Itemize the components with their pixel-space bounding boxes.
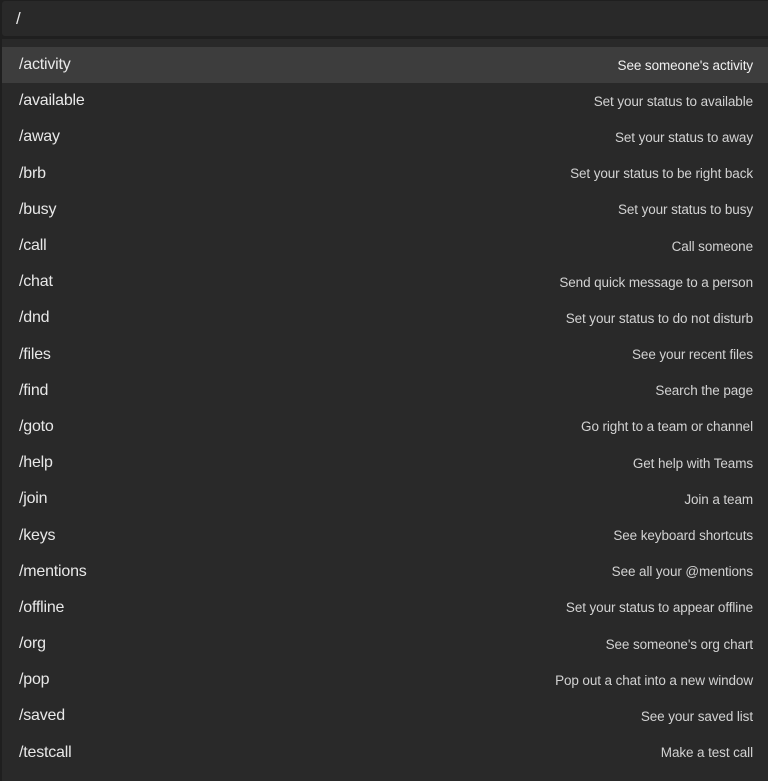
command-description: Set your status to away xyxy=(614,129,753,145)
command-item-available[interactable] xyxy=(2,83,768,119)
command-description: Pop out a chat into a new window xyxy=(555,672,753,688)
command-item-saved[interactable] xyxy=(2,698,768,734)
command-description: Set your status to busy xyxy=(617,202,753,218)
command-name: /join xyxy=(19,490,48,508)
command-name: /testcall xyxy=(19,743,72,761)
command-description: Search the page xyxy=(655,383,753,399)
command-name: /help xyxy=(19,454,53,472)
command-description: Call someone xyxy=(671,238,753,254)
command-item-testcall[interactable] xyxy=(2,735,768,771)
command-name: /chat xyxy=(19,273,53,291)
command-description: Set your status to be right back xyxy=(570,166,753,182)
command-name: /mentions xyxy=(19,562,87,580)
command-name: /files xyxy=(19,345,51,363)
command-description: See someone's activity xyxy=(617,57,753,73)
command-item-activity[interactable] xyxy=(2,47,768,83)
command-name: /call xyxy=(19,237,47,255)
command-description: See your saved list xyxy=(640,708,753,724)
command-description: Set your status to do not disturb xyxy=(565,310,753,326)
command-search-input[interactable] xyxy=(16,9,768,29)
command-name: /keys xyxy=(19,526,56,544)
command-item-brb[interactable] xyxy=(2,156,768,192)
command-item-join[interactable] xyxy=(2,481,768,517)
command-description: Get help with Teams xyxy=(632,455,753,471)
command-name: /offline xyxy=(19,598,65,616)
command-item-offline[interactable] xyxy=(2,590,768,626)
command-name: /org xyxy=(19,635,46,653)
command-name: /goto xyxy=(19,417,54,435)
command-description: Make a test call xyxy=(660,745,753,761)
command-item-busy[interactable] xyxy=(2,192,768,228)
command-suggestions-list xyxy=(2,39,768,781)
command-item-chat[interactable] xyxy=(2,264,768,300)
command-description: See your recent files xyxy=(632,347,753,363)
command-name: /find xyxy=(19,381,49,399)
command-name: /pop xyxy=(19,671,50,689)
command-name: /saved xyxy=(19,707,65,725)
command-name: /brb xyxy=(19,164,46,182)
command-item-keys[interactable] xyxy=(2,517,768,553)
command-description: See someone's org chart xyxy=(605,636,753,652)
command-item-find[interactable] xyxy=(2,373,768,409)
command-item-mentions[interactable] xyxy=(2,554,768,590)
command-item-dnd[interactable] xyxy=(2,300,768,336)
command-name: /available xyxy=(19,92,85,110)
command-item-away[interactable] xyxy=(2,119,768,155)
command-name: /busy xyxy=(19,200,57,218)
command-item-goto[interactable] xyxy=(2,409,768,445)
command-name: /dnd xyxy=(19,309,50,327)
command-item-pop[interactable] xyxy=(2,662,768,698)
command-item-help[interactable] xyxy=(2,445,768,481)
command-description: See keyboard shortcuts xyxy=(613,528,753,544)
command-description: Set your status to appear offline xyxy=(565,600,753,616)
command-description: Send quick message to a person xyxy=(559,274,753,290)
command-item-call[interactable] xyxy=(2,228,768,264)
command-description: Set your status to available xyxy=(593,93,753,109)
command-description: See all your @mentions xyxy=(611,564,753,580)
command-description: Join a team xyxy=(684,491,753,507)
command-search-box[interactable] xyxy=(2,1,768,36)
command-name: /away xyxy=(19,128,60,146)
command-item-org[interactable] xyxy=(2,626,768,662)
command-name: /activity xyxy=(19,56,71,74)
command-item-files[interactable] xyxy=(2,337,768,373)
command-description: Go right to a team or channel xyxy=(581,419,753,435)
